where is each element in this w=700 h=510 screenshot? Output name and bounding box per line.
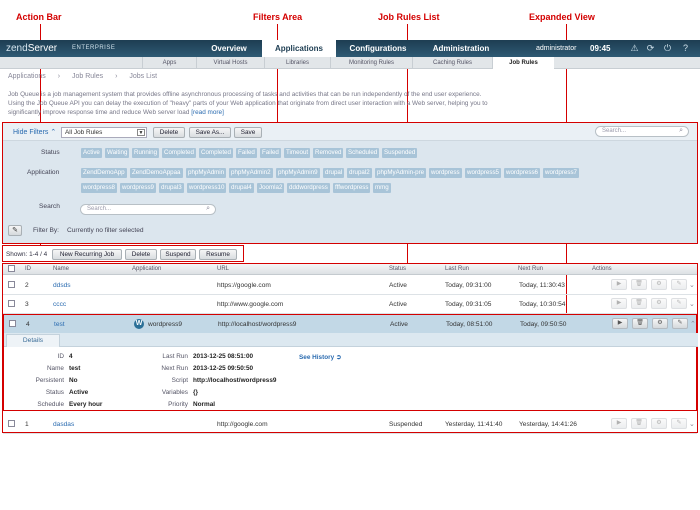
column-application[interactable]: Application	[132, 266, 162, 272]
nav-applications[interactable]: Applications	[262, 40, 336, 57]
settings-icon[interactable]: ⚙	[651, 418, 667, 429]
row-url: http://www.google.com	[217, 301, 284, 308]
annotation-filters-area: Filters Area	[253, 12, 303, 22]
expand-chevron-icon[interactable]: ⌄	[689, 282, 695, 289]
detail-persistent-label: Persistent	[35, 377, 64, 384]
row-name[interactable]: ddsds	[53, 282, 71, 289]
action-bar	[2, 245, 244, 262]
search-icon: ⌕	[679, 127, 683, 134]
column-actions: Actions	[592, 266, 612, 272]
column-next-run[interactable]: Next Run	[518, 266, 544, 272]
page-description: Job Queue is a job management system that provides offline asynchronous processing of tasks and activities that can be run independently of the end user experience. Using the Job Queue API you can delay the execution of "heavy" parts of your Web application that originate from direct user interaction with a Web server, helping you to significantly improve response time and reduce Web server load [read more]	[8, 91, 488, 116]
detail-priority: Normal	[193, 401, 216, 408]
application-filter-chip[interactable]: wordpress7	[545, 169, 577, 176]
save-as-filter-button[interactable]: Save As...	[189, 127, 231, 138]
detail-schedule-label: Schedule	[37, 401, 64, 408]
job-rule-select[interactable]: All Job Rules ▼	[61, 127, 147, 138]
application-filter-chip[interactable]: drupal	[325, 169, 343, 176]
nav-configurations[interactable]: Configurations	[349, 44, 407, 53]
trash-icon[interactable]: 🗑	[631, 418, 647, 429]
application-filter-chip[interactable]: drupal4	[231, 184, 252, 191]
arrow-right-circle-icon: ➲	[335, 354, 342, 361]
detail-name: test	[69, 365, 81, 372]
table-row-selected[interactable]	[3, 314, 697, 333]
tab-libraries[interactable]: Libraries	[264, 57, 330, 69]
row-next-run: Today, 10:30:54	[519, 301, 566, 308]
trash-icon[interactable]: 🗑	[631, 279, 647, 290]
nav-overview[interactable]: Overview	[211, 44, 247, 53]
application-filter-chip[interactable]: phpMyAdmin	[188, 169, 225, 176]
application-filter-chip[interactable]: dddwordpress	[289, 184, 328, 191]
table-header	[3, 264, 697, 275]
row-name[interactable]: test	[54, 321, 65, 328]
filter-text-search[interactable]: Search... ⌕	[80, 204, 216, 215]
row-id: 3	[25, 301, 29, 308]
status-filter-chip[interactable]: Timeout	[286, 149, 309, 156]
row-last-run: Today, 09:31:05	[445, 301, 492, 308]
server-time: 09:45	[590, 44, 611, 53]
filters-area	[2, 122, 698, 244]
see-history-link[interactable]: See History ➲	[299, 354, 342, 361]
application-filter-chip[interactable]: mmg	[375, 184, 389, 191]
status-filter-chip[interactable]: Completed	[201, 149, 231, 156]
row-status: Suspended	[389, 421, 423, 428]
detail-name-label: Name	[46, 365, 64, 372]
detail-last-run-label: Last Run	[162, 353, 188, 360]
detail-variables: {}	[193, 389, 198, 396]
breadcrumb	[8, 73, 167, 80]
application-filter-chip[interactable]: Joomla2	[259, 184, 283, 191]
breadcrumb-separator: ›	[115, 73, 118, 80]
row-checkbox[interactable]	[9, 320, 16, 327]
table-row[interactable]	[3, 415, 697, 434]
detail-script: http://localhost/wordpress9	[193, 377, 277, 384]
read-more-link[interactable]: [read more]	[191, 109, 224, 116]
new-recurring-job-button[interactable]: New Recurring Job	[52, 249, 122, 260]
save-filter-button[interactable]: Save	[234, 127, 262, 138]
status-filter-chip[interactable]: Completed	[164, 149, 194, 156]
row-last-run: Today, 08:51:00	[446, 321, 493, 328]
detail-script-label: Script	[171, 377, 188, 384]
detail-persistent: No	[69, 377, 78, 384]
row-next-run: Yesterday, 14:41:26	[519, 421, 577, 428]
detail-id: 4	[69, 353, 73, 360]
detail-variables-label: Variables	[161, 389, 188, 396]
row-name[interactable]: cccc	[53, 301, 67, 308]
trash-icon[interactable]: 🗑	[631, 298, 647, 309]
application-filter-chip[interactable]: ZendDemoApp	[83, 169, 125, 176]
status-filter-chip[interactable]: Waiting	[107, 149, 128, 156]
column-name[interactable]: Name	[53, 266, 70, 272]
alert-icon[interactable]: ⚠	[630, 43, 639, 53]
delete-job-button[interactable]: Delete	[125, 249, 157, 260]
search-filter-label: Search	[39, 203, 60, 210]
top-bar	[0, 40, 700, 57]
pencil-icon: ✎	[12, 227, 18, 234]
expand-chevron-icon[interactable]: ⌄	[689, 301, 695, 308]
column-id[interactable]: ID	[25, 266, 31, 272]
status-filter-chip[interactable]: Running	[134, 149, 158, 156]
application-filter-chip[interactable]: wordpress6	[506, 169, 538, 176]
application-filter-chip[interactable]: drupal3	[161, 184, 182, 191]
hide-filters-toggle[interactable]: Hide Filters ⌃	[13, 129, 57, 136]
run-icon[interactable]: ▶	[611, 298, 627, 309]
application-filter-chip[interactable]: fffwordpress	[335, 184, 369, 191]
row-status: Active	[389, 282, 407, 289]
annotation-expanded-view: Expanded View	[529, 12, 595, 22]
annotation-job-rules-list: Job Rules List	[378, 12, 440, 22]
zend-server-logo: zendServer	[6, 43, 58, 54]
row-url: https://google.com	[217, 282, 271, 289]
detail-next-run: 2013-12-25 09:50:50	[193, 365, 254, 372]
settings-icon[interactable]: ⚙	[651, 279, 667, 290]
application-filter-chip[interactable]: drupal2	[349, 169, 370, 176]
detail-status-label: Status	[45, 389, 64, 396]
logout-icon[interactable]: ⏻	[663, 43, 672, 53]
row-checkbox[interactable]	[8, 420, 15, 427]
application-filter-chip[interactable]: ZendDemoAppaa	[132, 169, 181, 176]
chevron-up-icon: ⌃	[50, 129, 57, 136]
edit-icon[interactable]: ✎	[671, 418, 687, 429]
row-checkbox[interactable]	[8, 300, 15, 307]
chevron-down-icon: ▼	[138, 130, 144, 136]
tab-virtual-hosts[interactable]: Virtual Hosts	[196, 57, 264, 69]
row-id: 2	[25, 282, 29, 289]
trash-icon[interactable]: 🗑	[632, 318, 648, 329]
wordpress-icon: W	[135, 320, 143, 327]
refresh-icon[interactable]: ⟳	[646, 43, 655, 53]
application-filter-chip[interactable]: phpMyAdmin-pre	[377, 169, 425, 176]
status-filter-chip[interactable]: Active	[83, 149, 100, 156]
annotation-action-bar: Action Bar	[16, 12, 62, 22]
status-filter-chip[interactable]: Failed	[238, 149, 255, 156]
collapse-chevron-icon[interactable]: ⌃	[690, 321, 696, 328]
run-icon[interactable]: ▶	[611, 418, 627, 429]
row-name[interactable]: dasdas	[53, 421, 75, 428]
status-filter-chip[interactable]: Removed	[315, 149, 342, 156]
application-filter-chip[interactable]: wordpress10	[189, 184, 225, 191]
detail-last-run: 2013-12-25 08:51:00	[193, 353, 254, 360]
expanded-details	[3, 333, 697, 411]
status-filter-chip[interactable]: Suspended	[384, 149, 416, 156]
help-icon[interactable]: ?	[682, 43, 688, 53]
column-url[interactable]: URL	[217, 266, 230, 272]
detail-status: Active	[69, 389, 89, 396]
detail-schedule: Every hour	[69, 401, 103, 408]
status-filter-chip[interactable]: Failed	[262, 149, 279, 156]
nav-administration[interactable]: Administration	[432, 44, 490, 53]
breadcrumb-applications[interactable]: Applications	[8, 73, 46, 80]
breadcrumb-separator: ›	[57, 73, 61, 80]
application-filter-chip[interactable]: wordpress9	[122, 184, 154, 191]
tab-monitoring-rules[interactable]: Monitoring Rules	[330, 57, 412, 69]
sub-nav	[0, 57, 700, 69]
application-filter-chip[interactable]: wordpress5	[467, 169, 499, 176]
expand-chevron-icon[interactable]: ⌄	[689, 421, 695, 428]
application-filter-chip[interactable]: wordpress	[431, 169, 460, 176]
job-rules-list	[2, 263, 698, 433]
settings-icon[interactable]: ⚙	[652, 318, 668, 329]
row-checkbox[interactable]	[8, 281, 15, 288]
username[interactable]: administrator	[536, 45, 577, 52]
status-filter-chip[interactable]: Scheduled	[348, 149, 378, 156]
application-filter-label: Application	[27, 169, 60, 176]
row-last-run: Today, 09:31:00	[445, 282, 492, 289]
row-application: wordpress9	[148, 321, 183, 328]
tab-details[interactable]: Details	[6, 334, 60, 347]
delete-filter-button[interactable]: Delete	[153, 127, 185, 138]
edit-icon[interactable]: ✎	[671, 298, 687, 309]
select-all-checkbox[interactable]	[8, 265, 15, 272]
table-row[interactable]	[3, 276, 697, 295]
resume-job-button[interactable]: Resume	[199, 249, 237, 260]
row-status: Active	[389, 301, 407, 308]
column-status[interactable]: Status	[389, 266, 407, 272]
detail-priority-label: Priority	[168, 401, 188, 408]
detail-next-run-label: Next Run	[161, 365, 188, 372]
row-last-run: Yesterday, 11:41:40	[445, 421, 503, 428]
breadcrumb-jobs-list: Jobs List	[129, 73, 158, 80]
filter-by-value: Currently no filter selected	[67, 227, 144, 234]
row-url: http://localhost/wordpress9	[218, 321, 297, 328]
run-icon[interactable]: ▶	[612, 318, 628, 329]
column-last-run[interactable]: Last Run	[445, 266, 470, 272]
table-row[interactable]	[3, 295, 697, 314]
application-filter-chip[interactable]: wordpress8	[83, 184, 115, 191]
run-icon[interactable]: ▶	[611, 279, 627, 290]
edit-icon[interactable]: ✎	[672, 318, 688, 329]
filter-search-input[interactable]: Search... ⌕	[595, 126, 689, 137]
settings-icon[interactable]: ⚙	[651, 298, 667, 309]
row-url: http://google.com	[217, 421, 268, 428]
filter-edit-button[interactable]	[8, 225, 22, 236]
edit-icon[interactable]: ✎	[671, 279, 687, 290]
row-status: Active	[390, 321, 408, 328]
row-id: 1	[25, 421, 29, 428]
search-icon: ⌕	[206, 205, 210, 212]
suspend-job-button[interactable]: Suspend	[160, 249, 196, 260]
row-next-run: Today, 09:50:50	[520, 321, 567, 328]
shown-count: Shown: 1-4 / 4	[6, 251, 48, 258]
application-filter-chip[interactable]: phpMyAdmin2	[231, 169, 271, 176]
breadcrumb-job-rules[interactable]: Job Rules	[72, 73, 104, 80]
tab-apps[interactable]: Apps	[142, 57, 196, 69]
tab-caching-rules[interactable]: Caching Rules	[412, 57, 492, 69]
tab-job-rules[interactable]: Job Rules	[492, 57, 554, 69]
row-next-run: Today, 11:30:43	[519, 282, 565, 289]
filter-by-label: Filter By:	[33, 227, 60, 234]
details-tabs	[4, 333, 698, 347]
application-filter-chip[interactable]: phpMyAdmin9	[278, 169, 318, 176]
logo-edition: ENTERPRISE	[72, 45, 116, 51]
status-filter-label: Status	[41, 149, 60, 156]
filters-header	[3, 123, 697, 141]
row-id: 4	[26, 321, 30, 328]
detail-id-label: ID	[57, 353, 64, 360]
